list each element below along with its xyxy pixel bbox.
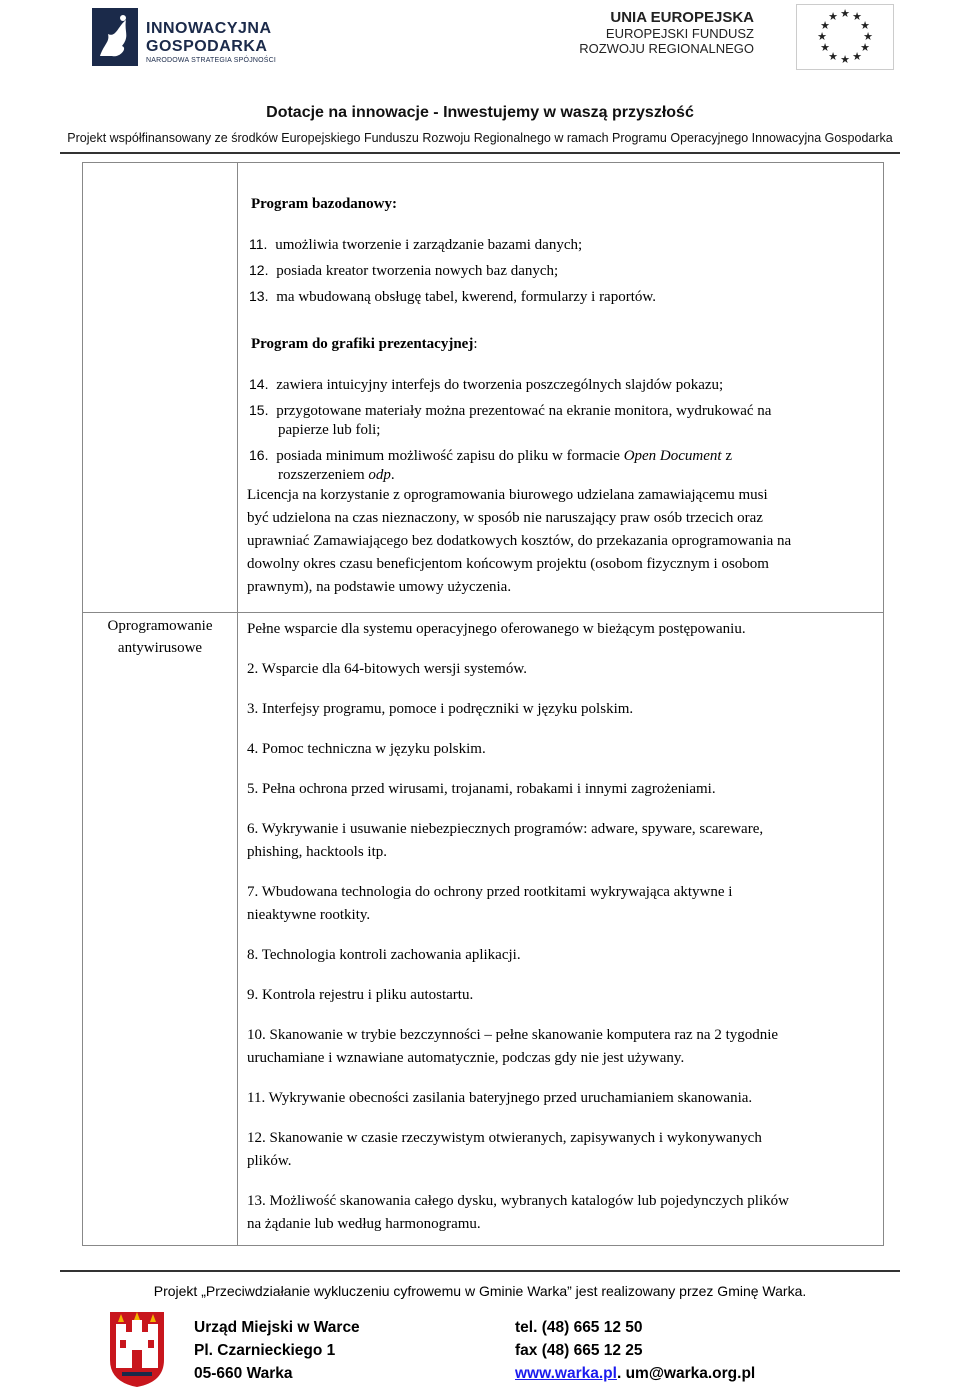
list-item-line: plików.	[247, 1153, 292, 1169]
list-item-line: 5. Pełna ochrona przed wirusami, trojanami, robakami i innymi zagrożeniami.	[247, 781, 716, 797]
list-item-number: 16.	[249, 447, 269, 463]
list-item-text: przygotowane materiały można prezentować na ekranie monitora, wydrukować na	[276, 403, 772, 419]
list-item	[247, 1127, 762, 1173]
footer-address-line1: Urząd Miejski w Warce	[194, 1319, 360, 1336]
list-item-line: nieaktywne rootkity.	[247, 907, 371, 923]
list-item-line: phishing, hacktools itp.	[247, 844, 387, 860]
table-row-divider	[83, 612, 883, 613]
specification-table	[82, 162, 884, 1246]
eu-logo-line1: UNIA EUROPEJSKA	[610, 9, 754, 26]
header-title: Dotacje na innowacje - Inwestujemy w waszą przyszłość	[266, 104, 694, 121]
table-column-divider	[237, 163, 238, 1245]
svg-text:★: ★	[863, 30, 873, 43]
list-item	[249, 234, 582, 255]
list-item-line: 4. Pomoc techniczna w języku polskim.	[247, 741, 486, 757]
format-name: Open Document	[623, 448, 722, 464]
footer-fax: fax (48) 665 12 25	[515, 1342, 643, 1359]
file-extension: odp	[368, 467, 391, 483]
list-item-line: na żądanie lub według harmonogramu.	[247, 1216, 481, 1232]
list-item	[247, 1190, 789, 1236]
list-item	[249, 400, 771, 421]
list-item-line: 2. Wsparcie dla 64-bitowych wersji systemów.	[247, 661, 527, 677]
svg-text:★: ★	[828, 50, 838, 63]
list-item	[249, 445, 732, 466]
list-item	[247, 738, 486, 761]
list-item-line: Pełne wsparcie dla systemu operacyjnego oferowanego w bieżącym postępowaniu.	[247, 621, 746, 637]
list-item	[247, 618, 746, 641]
eu-flag-icon	[796, 4, 894, 70]
list-item	[247, 1024, 778, 1070]
presentation-program-heading	[251, 334, 477, 354]
footer-website-link[interactable]: www.warka.pl	[515, 1365, 617, 1382]
list-item	[247, 658, 527, 681]
list-item-line: 12. Skanowanie w czasie rzeczywistym otwieranych, zapisywanych i wykonywanych	[247, 1130, 762, 1146]
list-item-text: ma wbudowaną obsługę tabel, kwerend, formularzy i raportów.	[276, 289, 656, 305]
page-header	[0, 0, 960, 158]
svg-text:★: ★	[860, 19, 870, 32]
presentation-heading-colon: :	[473, 336, 478, 352]
license-line: dowolny okres czasu beneficjentom końcowym projektu (osobom fizycznym i osobom	[247, 556, 769, 572]
header-subtitle: Projekt współfinansowany ze środków Europejskiego Funduszu Rozwoju Regionalnego w ramach Programu Operacyjnego Innowacyjna Gospodarka	[67, 131, 893, 145]
svg-text:★: ★	[840, 7, 850, 20]
warka-coat-of-arms-icon	[108, 1310, 166, 1388]
license-paragraph	[247, 484, 791, 599]
svg-text:★: ★	[852, 50, 862, 63]
license-line: być udzielona na czas nieznaczony, w sposób nie naruszający praw osób trzecich oraz	[247, 510, 763, 526]
list-item	[249, 374, 723, 395]
list-item-continuation-text: rozszerzeniem	[278, 467, 369, 483]
list-item	[247, 881, 732, 927]
list-item-text-after: z	[721, 448, 732, 464]
list-item-line: 6. Wykrywanie i usuwanie niebezpiecznych programów: adware, spyware, scareware,	[247, 821, 764, 837]
list-item-line: 3. Interfejsy programu, pomoce i podręczniki w języku polskim.	[247, 701, 634, 717]
antivirus-category-label	[83, 615, 237, 659]
eu-logo-line3: ROZWOJU REGIONALNEGO	[579, 41, 754, 56]
category-label-line1: Oprogramowanie	[107, 618, 213, 634]
logo-left-line3: NARODOWA STRATEGIA SPÓJNOŚCI	[146, 57, 277, 64]
footer-email: um@warka.org.pl	[625, 1365, 756, 1382]
list-item-number: 13.	[249, 288, 269, 304]
footer-address-line3: 05-660 Warka	[194, 1365, 293, 1382]
svg-text:★: ★	[817, 30, 827, 43]
svg-text:★: ★	[820, 41, 830, 54]
footer-phone: tel. (48) 665 12 50	[515, 1319, 643, 1336]
innowacyjna-gospodarka-logo	[90, 6, 290, 66]
list-item-line: 13. Możliwość skanowania całego dysku, wybranych katalogów lub pojedynczych plików	[247, 1193, 789, 1209]
eu-logo-line2: EUROPEJSKI FUNDUSZ	[605, 26, 754, 41]
list-item-continuation-end: .	[390, 467, 395, 483]
list-item-number: 14.	[249, 376, 269, 392]
logo-left-line2: GOSPODARKA	[146, 38, 268, 55]
list-item-line: 9. Kontrola rejestru i pliku autostartu.	[247, 987, 474, 1003]
list-item	[247, 698, 633, 721]
footer-contact	[515, 1316, 755, 1385]
list-item-line: 11. Wykrywanie obecności zasilania bateryjnego przed uruchamianiem skanowania.	[247, 1090, 753, 1106]
footer-divider	[60, 1270, 900, 1272]
list-item	[247, 944, 521, 967]
list-item	[247, 984, 473, 1007]
footer-contact-separator: .	[616, 1365, 626, 1382]
footer-address-line2: Pl. Czarnieckiego 1	[194, 1342, 336, 1359]
license-line: prawnym), na podstawie umowy użyczenia.	[247, 579, 512, 595]
presentation-heading-text: Program do grafiki prezentacyjnej	[251, 336, 474, 352]
list-item-text: posiada kreator tworzenia nowych baz danych;	[276, 263, 559, 279]
list-item-continuation	[278, 465, 395, 485]
list-item-line: uruchamiane i wznawiane automatycznie, podczas gdy nie jest używany.	[247, 1050, 685, 1066]
category-label-line2: antywirusowe	[117, 640, 203, 656]
list-item-number: 11.	[249, 236, 268, 252]
db-program-heading: Program bazodanowy:	[251, 196, 397, 212]
list-item-text: zawiera intuicyjny interfejs do tworzenia poszczególnych slajdów pokazu;	[276, 377, 724, 393]
list-item-text: umożliwia tworzenie i zarządzanie bazami danych;	[275, 237, 583, 253]
eu-logo-text	[579, 10, 754, 56]
list-item-line: 10. Skanowanie w trybie bezczynności – pełne skanowanie komputera raz na 2 tygodnie	[247, 1027, 779, 1043]
innowacyjna-gospodarka-emblem-icon	[90, 6, 142, 68]
list-item-line: 7. Wbudowana technologia do ochrony przed rootkitami wykrywająca aktywne i	[247, 884, 733, 900]
list-item-continuation: papierze lub foli;	[278, 422, 381, 438]
svg-text:★: ★	[840, 53, 850, 66]
list-item-number: 15.	[249, 402, 269, 418]
license-line: uprawniać Zamawiającego bez dodatkowych kosztów, do przekazania oprogramowania na	[247, 533, 792, 549]
list-item	[249, 286, 656, 307]
svg-text:★: ★	[852, 10, 862, 23]
list-item-line: 8. Technologia kontroli zachowania aplikacji.	[247, 947, 521, 963]
footer-address	[194, 1316, 360, 1385]
list-item	[247, 818, 763, 864]
footer-project-line: Projekt „Przeciwdziałanie wykluczeniu cyfrowemu w Gminie Warka” jest realizowany przez Gminę Warka.	[153, 1283, 807, 1299]
list-item	[249, 260, 558, 281]
logo-left-line1: INNOWACYJNA	[146, 20, 272, 37]
list-item-number: 12.	[249, 262, 269, 278]
license-line: Licencja na korzystanie z oprogramowania biurowego udzielana zamawiającemu musi	[247, 487, 768, 503]
list-item	[247, 778, 716, 801]
svg-text:★: ★	[820, 19, 830, 32]
svg-text:★: ★	[860, 41, 870, 54]
list-item-text: posiada minimum możliwość zapisu do pliku w formacie	[276, 448, 624, 464]
svg-text:★: ★	[828, 10, 838, 23]
list-item	[247, 1087, 752, 1110]
header-divider	[60, 152, 900, 154]
